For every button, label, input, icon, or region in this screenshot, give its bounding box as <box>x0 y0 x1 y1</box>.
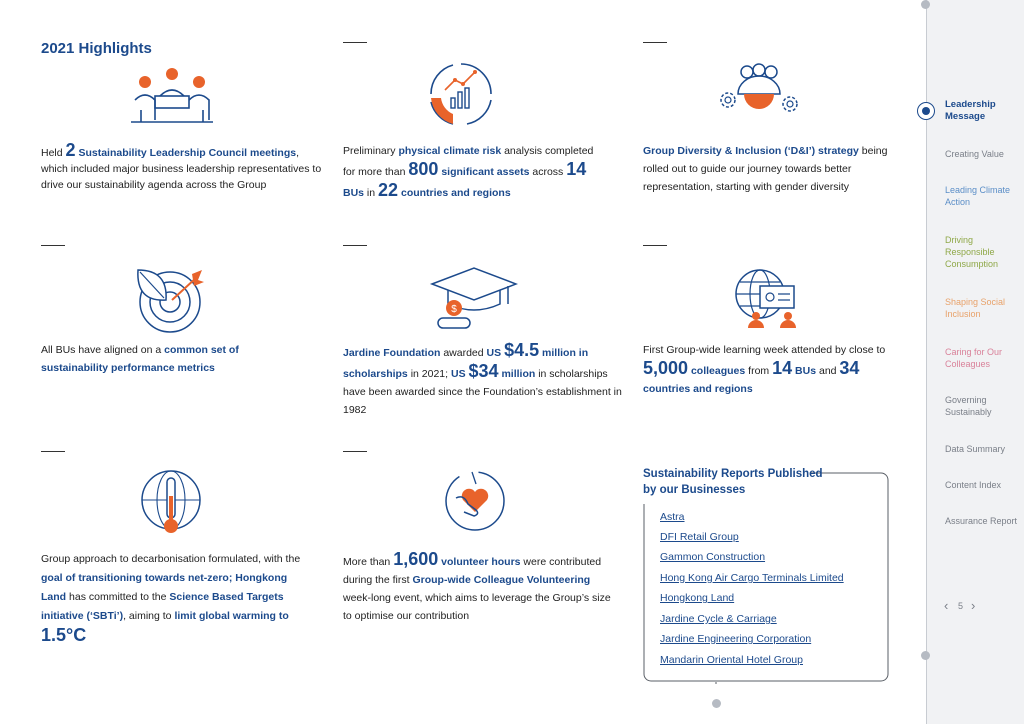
report-link-gammon[interactable]: Gammon Construction <box>660 551 766 563</box>
divider <box>343 42 367 43</box>
report-link-jardine-cycle[interactable]: Jardine Cycle & Carriage <box>660 613 777 625</box>
sidebar-top-dot <box>921 0 930 9</box>
report-link-mandarin-oriental[interactable]: Mandarin Oriental Hotel Group <box>660 654 803 666</box>
highlight-climate-risk: Preliminary physical climate risk analysis completed for more than 800 significant assets across 14 BUs in 22 countries and regions <box>343 145 594 200</box>
volunteer-heart-hand-icon <box>442 468 508 534</box>
report-link-astra[interactable]: Astra <box>660 511 685 523</box>
globe-learning-icon <box>730 264 802 332</box>
prev-page-button[interactable]: ‹ <box>944 598 949 613</box>
reports-heading: Sustainability Reports Published by our Businesses <box>643 468 823 496</box>
sidebar-bottom-dot <box>921 651 930 660</box>
divider <box>343 451 367 452</box>
divider <box>643 245 667 246</box>
sidebar-item-driving-responsible-consumption[interactable]: Driving Responsible Consumption <box>945 235 999 269</box>
sidebar-item-caring-for-colleagues[interactable]: Caring for Our Colleagues <box>945 347 1003 369</box>
sidebar-item-assurance-report[interactable]: Assurance Report <box>945 516 1018 526</box>
graduation-scholarship-icon <box>428 266 518 336</box>
sidebar-item-leading-climate-action[interactable]: Leading Climate Action <box>945 185 1011 207</box>
svg-text:$: $ <box>451 304 457 315</box>
report-link-dfi-retail[interactable]: DFI Retail Group <box>660 531 739 543</box>
divider <box>41 451 65 452</box>
highlight-volunteer-hours: More than 1,600 volunteer hours were contributed during the first Group-wide Colleague Volunteering week-long event, which aims to leverage the Group’s size to optimise our contribution <box>343 549 611 622</box>
sidebar-item-creating-value[interactable]: Creating Value <box>945 149 1004 159</box>
climate-risk-chart-icon <box>425 58 497 130</box>
sidebar-item-leadership-message[interactable]: Leadership Message <box>945 99 996 122</box>
thermometer-globe-icon <box>136 468 206 538</box>
report-link-jardine-engineering[interactable]: Jardine Engineering Corporation <box>660 633 812 645</box>
highlight-diversity-strategy: Group Diversity & Inclusion (‘D&I’) strategy being rolled out to guide our journey towards better representation, starting with gender diversity <box>643 145 888 193</box>
highlight-learning-week: First Group-wide learning week attended by close to 5,000 colleagues from 14 BUs and 34 countries and regions <box>643 344 886 395</box>
active-indicator-dot <box>922 107 930 115</box>
divider <box>343 245 367 246</box>
page-number: 5 <box>958 601 964 611</box>
sidebar-item-data-summary[interactable]: Data Summary <box>945 444 1006 454</box>
report-link-hongkong-land[interactable]: Hongkong Land <box>660 592 735 604</box>
highlight-decarbonisation: Group approach to decarbonisation formulated, with the goal of transitioning towards net-zero; Hongkong Land has committed to the Science Based Targets initiative (‘SBTi’), aiming to limit global warming to 1.5°C <box>41 553 301 645</box>
highlight-jardine-foundation: Jardine Foundation awarded US $4.5 million in scholarships in 2021; US $34 million in scholarships have been awarded since the Foundation’s establishment in 1982 <box>343 340 622 416</box>
divider <box>41 245 65 246</box>
page-title: 2021 Highlights <box>41 40 152 57</box>
highlight-council-meetings: Held 2 Sustainability Leadership Council meetings, which included major business leadership representatives to drive our sustainability agenda across the Group <box>41 140 322 191</box>
divider <box>643 42 667 43</box>
leadership-meeting-icon <box>127 66 217 128</box>
sidebar-item-governing-sustainably[interactable]: Governing Sustainably <box>945 395 992 417</box>
target-leaf-icon <box>132 264 210 334</box>
sidebar-item-content-index[interactable]: Content Index <box>945 480 1002 490</box>
connector-dot <box>712 699 721 708</box>
highlight-performance-metrics: All BUs have aligned on a common set of sustainability performance metrics <box>41 344 239 374</box>
diversity-people-gears-icon <box>718 62 800 122</box>
sidebar-item-shaping-social-inclusion[interactable]: Shaping Social Inclusion <box>945 297 1006 319</box>
report-link-hkact[interactable]: Hong Kong Air Cargo Terminals Limited <box>660 572 844 584</box>
next-page-button[interactable]: › <box>971 598 976 613</box>
